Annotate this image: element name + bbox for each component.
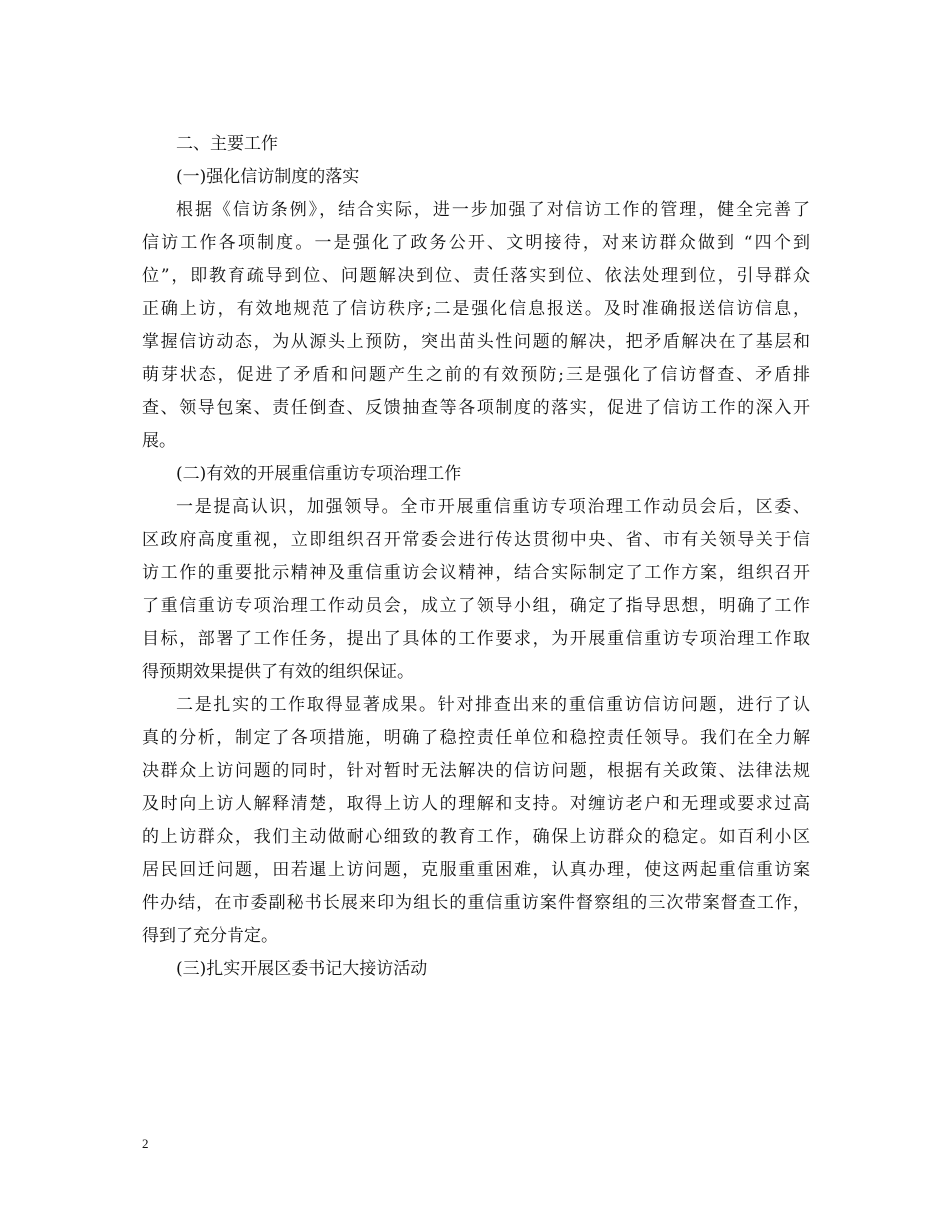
subheading-1: (一)强化信访制度的落实 — [176, 167, 360, 187]
paragraph-line: 得到了充分肯定。 — [142, 926, 278, 946]
paragraph-line: 得预期效果提供了有效的组织保证。 — [142, 662, 414, 682]
paragraph-line: 件办结，在市委副秘书长展来印为组长的重信重访案件督察组的三次带案督查工作， — [142, 893, 810, 913]
paragraph-line: 信访工作各项制度。一是强化了政务公开、文明接待，对来访群众做到 “四个到 — [142, 233, 810, 253]
document-body — [142, 128, 810, 986]
paragraph-line: 居民回迁问题，田若暹上访问题，克服重重困难，认真办理，使这两起重信重访案 — [142, 860, 810, 880]
paragraph-line: 萌芽状态，促进了矛盾和问题产生之前的有效预防;三是强化了信访督查、矛盾排 — [142, 365, 810, 385]
paragraph-line: 二是扎实的工作取得显著成果。针对排查出来的重信重访信访问题，进行了认 — [176, 695, 810, 715]
page-number: 2 — [142, 1136, 149, 1151]
paragraph-3 — [142, 689, 810, 953]
paragraph-line: 区政府高度重视，立即组织召开常委会进行传达贯彻中央、省、市有关领导关于信 — [142, 530, 810, 550]
paragraph-line: 查、领导包案、责任倒查、反馈抽查等各项制度的落实，促进了信访工作的深入开 — [142, 398, 810, 418]
paragraph-line: 决群众上访问题的同时，针对暂时无法解决的信访问题，根据有关政策、法律法规 — [142, 761, 810, 781]
paragraph-line: 展。 — [142, 431, 176, 451]
paragraph-line: 正确上访，有效地规范了信访秩序;二是强化信息报送。及时准确报送信访信息， — [142, 299, 810, 319]
paragraph-2 — [142, 491, 810, 689]
paragraph-line: 访工作的重要批示精神及重信重访会议精神，结合实际制定了工作方案，组织召开 — [142, 563, 810, 583]
paragraph-line: 真的分析，制定了各项措施，明确了稳控责任单位和稳控责任领导。我们在全力解 — [142, 728, 810, 748]
paragraph-line: 一是提高认识，加强领导。全市开展重信重访专项治理工作动员会后，区委、 — [176, 497, 810, 517]
paragraph-line: 掌握信访动态，为从源头上预防，突出苗头性问题的解决，把矛盾解决在了基层和 — [142, 332, 810, 352]
subheading-3: (三)扎实开展区委书记大接访活动 — [176, 959, 428, 979]
paragraph-line: 位”，即教育疏导到位、问题解决到位、责任落实到位、依法处理到位，引导群众 — [142, 266, 810, 286]
subheading-2: (二)有效的开展重信重访专项治理工作 — [176, 464, 462, 484]
paragraph-line: 了重信重访专项治理工作动员会，成立了领导小组，确定了指导思想，明确了工作 — [142, 596, 810, 616]
paragraph-line: 及时向上访人解释清楚，取得上访人的理解和支持。对缠访老户和无理或要求过高 — [142, 794, 810, 814]
paragraph-1 — [142, 194, 810, 458]
paragraph-line: 的上访群众，我们主动做耐心细致的教育工作，确保上访群众的稳定。如百利小区 — [142, 827, 810, 847]
paragraph-line: 根据《信访条例》，结合实际，进一步加强了对信访工作的管理，健全完善了 — [176, 200, 810, 220]
paragraph-line: 目标，部署了工作任务，提出了具体的工作要求，为开展重信重访专项治理工作取 — [142, 629, 810, 649]
section-heading: 二、主要工作 — [176, 134, 278, 154]
